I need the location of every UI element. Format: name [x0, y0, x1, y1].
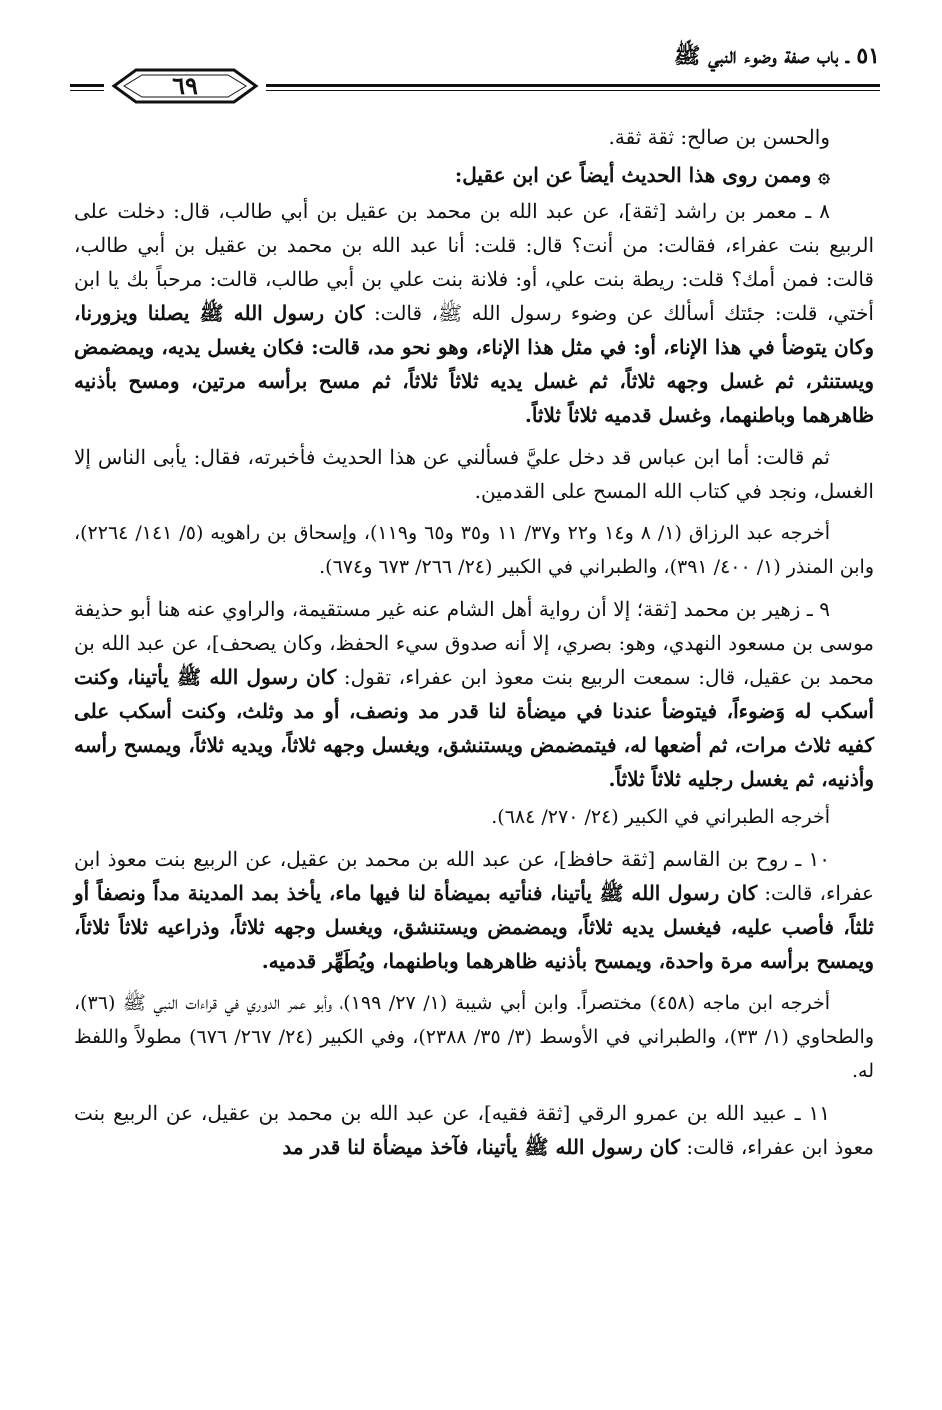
hadith-9-chain: ٩ ـ زهير بن محمد [ثقة؛ إلا أن رواية أهل الشام عنه غير مستقيمة، والراوي عنه هنا أبو حذيفة موسى بن مسعود النهدي، وهو: بصري، إلا أنه صدوق سيء الحفظ، وكان يصحف]، عن عبد الله بن محمد بن عقيل، قال: سمعت الربيع بنت معوذ ابن عفراء، تقول: [74, 597, 875, 689]
hadith-11-matn: كان رسول الله ﷺ يأتينا، فآخذ ميضأة لنا قدر مد [282, 1135, 680, 1159]
chapter-title: ٥١ ـ باب صفة وضوء النبي ﷺ [673, 43, 880, 69]
hadith-8 [74, 194, 874, 432]
hadith-10-chain: ١٠ ـ روح بن القاسم [ثقة حافظ]، عن عبد الله بن محمد بن عقيل، عن الربيع بنت معوذ ابن عفراء، قالت: [74, 847, 874, 905]
header-rule [266, 84, 880, 91]
text-paragraph: والحسن بن صالح: ثقة ثقة. [608, 125, 830, 149]
header-rule-left [70, 84, 104, 91]
hadith-9-matn: كان رسول الله ﷺ يأتينا، وكنت أسكب له وَضوءاً، فيتوضأ عندنا في ميضأة لنا قدر مد ونصف، أو مد وثلث، وكنت أسكب على كفيه ثلاث مرات، ثم أضعها له، فيتمضمض ويستنشق، ويغسل وجهه ثلاثاً، ويديه ثلاثاً، ويمسح رأسه وأذنيه، ثم يغسل رجليه ثلاثاً ثلاثاً. [74, 665, 874, 791]
page-header [70, 40, 880, 110]
hadith-8-chain: ٨ ـ معمر بن راشد [ثقة]، عن عبد الله بن محمد بن عقيل بن أبي طالب، قال: دخلت على الربيع بنت عفراء، فقالت: من أنت؟ قال: قلت: أنا عبد الله بن محمد بن عقيل بن أبي طالب، قالت: فمن أمك؟ قلت: ريطة بنت علي، أو: فلانة بنت علي بن أبي طالب، قالت: مرحباً بك يا ابن أختي، قلت: جئتك أسألك عن وضوء رسول الله ﷺ، قالت: [74, 199, 874, 325]
section-heading: ۞ وممن روى هذا الحديث أيضاً عن ابن عقيل: [454, 163, 830, 187]
hadith-11-chain: ١١ ـ عبيد الله بن عمرو الرقي [ثقة فقيه]، عن عبد الله بن محمد بن عقيل، عن الربيع بنت معوذ ابن عفراء، قالت: [74, 1101, 874, 1159]
hadith-8-matn: كان رسول الله ﷺ يصلنا ويزورنا، وكان يتوضأ في هذا الإناء، أو: في مثل هذا الإناء، وهو نحو مد، قالت: فكان يغسل يديه، ويمضمض ويستنثر، ثم غسل وجهه ثلاثاً، ثم غسل يديه ثلاثاً ثلاثاً، ثم مسح برأسه مرتين، ومسح بأذنيه ظاهرهما وباطنهما، وغسل قدميه ثلاثاً ثلاثاً. [74, 301, 874, 427]
page-number: ٦٩ [172, 71, 198, 100]
takhrij-8: أخرجه عبد الرزاق (١/ ٨ و١٤ و٢٢ و٣٧/ ١١ و٣٥ و٦٥ و١١٩)، وإسحاق بن راهويه (٥/ ١٤١/ ٢٢٦٤)، وابن المنذر (١/ ٤٠٠/ ٣٩١)، والطبراني في الكبير (٢٤/ ٢٦٦/ ٦٧٣ و٦٧٤). [74, 522, 874, 578]
hadith-10-matn: كان رسول الله ﷺ يأتينا، فنأتيه بميضأة لنا فيها ماء، يأخذ بمد المدينة مداً ونصفاً أو ثلثاً، فأصب عليه، فيغسل يديه ثلاثاً، ويمضمض ويستنشق، ويغسل وجهه ثلاثاً، وذراعيه ثلاثاً ثلاثاً، ويمسح برأسه مرة واحدة، ويمسح بأذنيه ظاهرهما وباطنهما، ويُطَهِّر قدميه. [74, 881, 874, 973]
hadith-11 [74, 1096, 874, 1164]
text-paragraph: ثم قالت: أما ابن عباس قد دخل عليَّ فسألني عن هذا الحديث فأخبرته، فقال: يأبى الناس إلا الغسل، ونجد في كتاب الله المسح على القدمين. [74, 445, 874, 503]
hadith-9 [74, 592, 874, 796]
page-number-frame [106, 64, 264, 108]
takhrij-9: أخرجه الطبراني في الكبير (٢٤/ ٢٧٠/ ٦٨٤). [491, 806, 830, 828]
takhrij-10: أخرجه ابن ماجه (٤٥٨) مختصراً. وابن أبي شيبة (١/ ٢٧/ ١٩٩)، وأبو عمر الدوري في قراءات النبي ﷺ (٣٦)، والطحاوي (١/ ٣٣)، والطبراني في الأوسط (٣/ ٣٥/ ٢٣٨٨)، وفي الكبير (٢٤/ ٢٦٧/ ٦٧٦) مطولاً واللفظ له. [74, 992, 874, 1082]
hadith-10 [74, 842, 874, 978]
page-body [74, 120, 874, 1168]
